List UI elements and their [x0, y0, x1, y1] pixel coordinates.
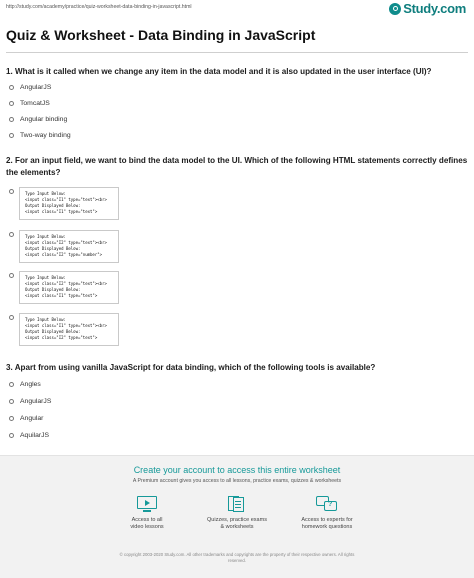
- create-account-link[interactable]: Create your account to access this entire worksheet: [133, 465, 341, 475]
- study-logo-icon: [389, 3, 401, 15]
- q2-option-c[interactable]: [9, 271, 119, 304]
- code-line: Type Input Below:: [25, 317, 66, 322]
- option-label: Angular: [20, 415, 44, 422]
- feature-line: Quizzes, practice exams: [207, 517, 267, 523]
- radio-button[interactable]: [9, 101, 14, 106]
- q3-option-a[interactable]: [9, 381, 41, 388]
- feature-line: & worksheets: [220, 524, 254, 530]
- code-snippet: [19, 271, 119, 304]
- radio-button[interactable]: [9, 273, 14, 278]
- quiz-worksheet-icon: [226, 496, 248, 512]
- code-line: <input class="I2" type="number">: [25, 252, 103, 257]
- code-line: Output Displayed Below:: [25, 329, 81, 334]
- q3-option-d[interactable]: [9, 432, 49, 439]
- q2-option-d[interactable]: [9, 313, 119, 346]
- question-1-text: 1. What is it called when we change any item in the data model and it is also updated in the user interface (UI)?: [6, 67, 432, 76]
- q1-option-b[interactable]: [9, 100, 50, 107]
- radio-button[interactable]: [9, 189, 14, 194]
- q1-option-c[interactable]: [9, 116, 67, 123]
- option-label: AngularJS: [20, 84, 52, 91]
- code-snippet: [19, 313, 119, 346]
- option-label: TomcatJS: [20, 100, 50, 107]
- copyright-notice: [0, 552, 474, 564]
- feature-experts: [287, 496, 367, 531]
- feature-quizzes: [197, 496, 277, 531]
- code-line: <input class="I2" type="text"><br>: [25, 281, 107, 286]
- q1-option-a[interactable]: [9, 84, 51, 91]
- radio-button[interactable]: [9, 133, 14, 138]
- feature-line: Access to all: [131, 517, 163, 523]
- feature-video-lessons: [107, 496, 187, 531]
- expert-chat-icon: ?: [316, 496, 338, 512]
- code-snippet: [19, 187, 119, 220]
- q1-option-d[interactable]: [9, 132, 71, 139]
- feature-line: video lessons: [130, 524, 164, 530]
- option-label: Two-way binding: [20, 132, 71, 139]
- question-3-text: 3. Apart from using vanilla JavaScript for data binding, which of the following tools is available?: [6, 363, 376, 372]
- code-line: <input class="I1" type="text"><br>: [25, 197, 107, 202]
- q2-option-b[interactable]: [9, 230, 119, 263]
- study-logo[interactable]: [389, 1, 466, 16]
- radio-button[interactable]: [9, 416, 14, 421]
- code-line: <input class="I2" type="text">: [25, 335, 98, 340]
- copyright-line: © copyright 2003-2020 Study.com. All other trademarks and copyrights are the property of their respective owners. All rights: [119, 552, 355, 557]
- option-label: Angles: [20, 381, 41, 388]
- option-label: Angular binding: [20, 116, 68, 123]
- code-line: <input class="I1" type="text">: [25, 293, 98, 298]
- code-line: Output Displayed Below:: [25, 287, 81, 292]
- q3-option-c[interactable]: [9, 415, 43, 422]
- option-label: AngularJS: [20, 398, 52, 405]
- top-bar: [0, 0, 474, 16]
- code-line: <input class="I2" type="text"><br>: [25, 240, 107, 245]
- video-lesson-icon: [136, 496, 158, 512]
- option-label: AquilarJS: [20, 432, 50, 439]
- radio-button[interactable]: [9, 85, 14, 90]
- q3-option-b[interactable]: [9, 398, 51, 405]
- code-line: <input class="I1" type="text"><br>: [25, 323, 107, 328]
- feature-line: Access to experts for: [301, 517, 353, 523]
- radio-button[interactable]: [9, 433, 14, 438]
- code-line: Output Displayed Below:: [25, 203, 81, 208]
- radio-button[interactable]: [9, 399, 14, 404]
- code-line: Type Input Below:: [25, 275, 66, 280]
- title-divider: [6, 52, 468, 53]
- copyright-line: reserved.: [228, 558, 246, 563]
- study-logo-text: Study.com: [403, 1, 466, 16]
- premium-footer: [0, 455, 474, 578]
- code-line: Output Displayed Below:: [25, 246, 81, 251]
- radio-button[interactable]: [9, 117, 14, 122]
- premium-description: A Premium account gives you access to all lessons, practice exams, quizzes & worksheets: [132, 478, 342, 484]
- feature-line: homework questions: [301, 524, 353, 530]
- question-2-text: 2. For an input field, we want to bind the data model to the UI. Which of the following HTML statements correctly defines the elements?: [6, 156, 468, 177]
- radio-button[interactable]: [9, 232, 14, 237]
- radio-button[interactable]: [9, 382, 14, 387]
- code-snippet: [19, 230, 119, 263]
- code-line: Type Input Below:: [25, 191, 66, 196]
- code-line: Type Input Below:: [25, 234, 66, 239]
- page-title: Quiz & Worksheet - Data Binding in JavaScript: [6, 27, 316, 43]
- page-url: http://study.com/academy/practice/quiz-worksheet-data-binding-in-javascript.html: [6, 4, 192, 10]
- q2-option-a[interactable]: [9, 187, 119, 220]
- code-line: <input class="I1" type="text">: [25, 209, 98, 214]
- radio-button[interactable]: [9, 315, 14, 320]
